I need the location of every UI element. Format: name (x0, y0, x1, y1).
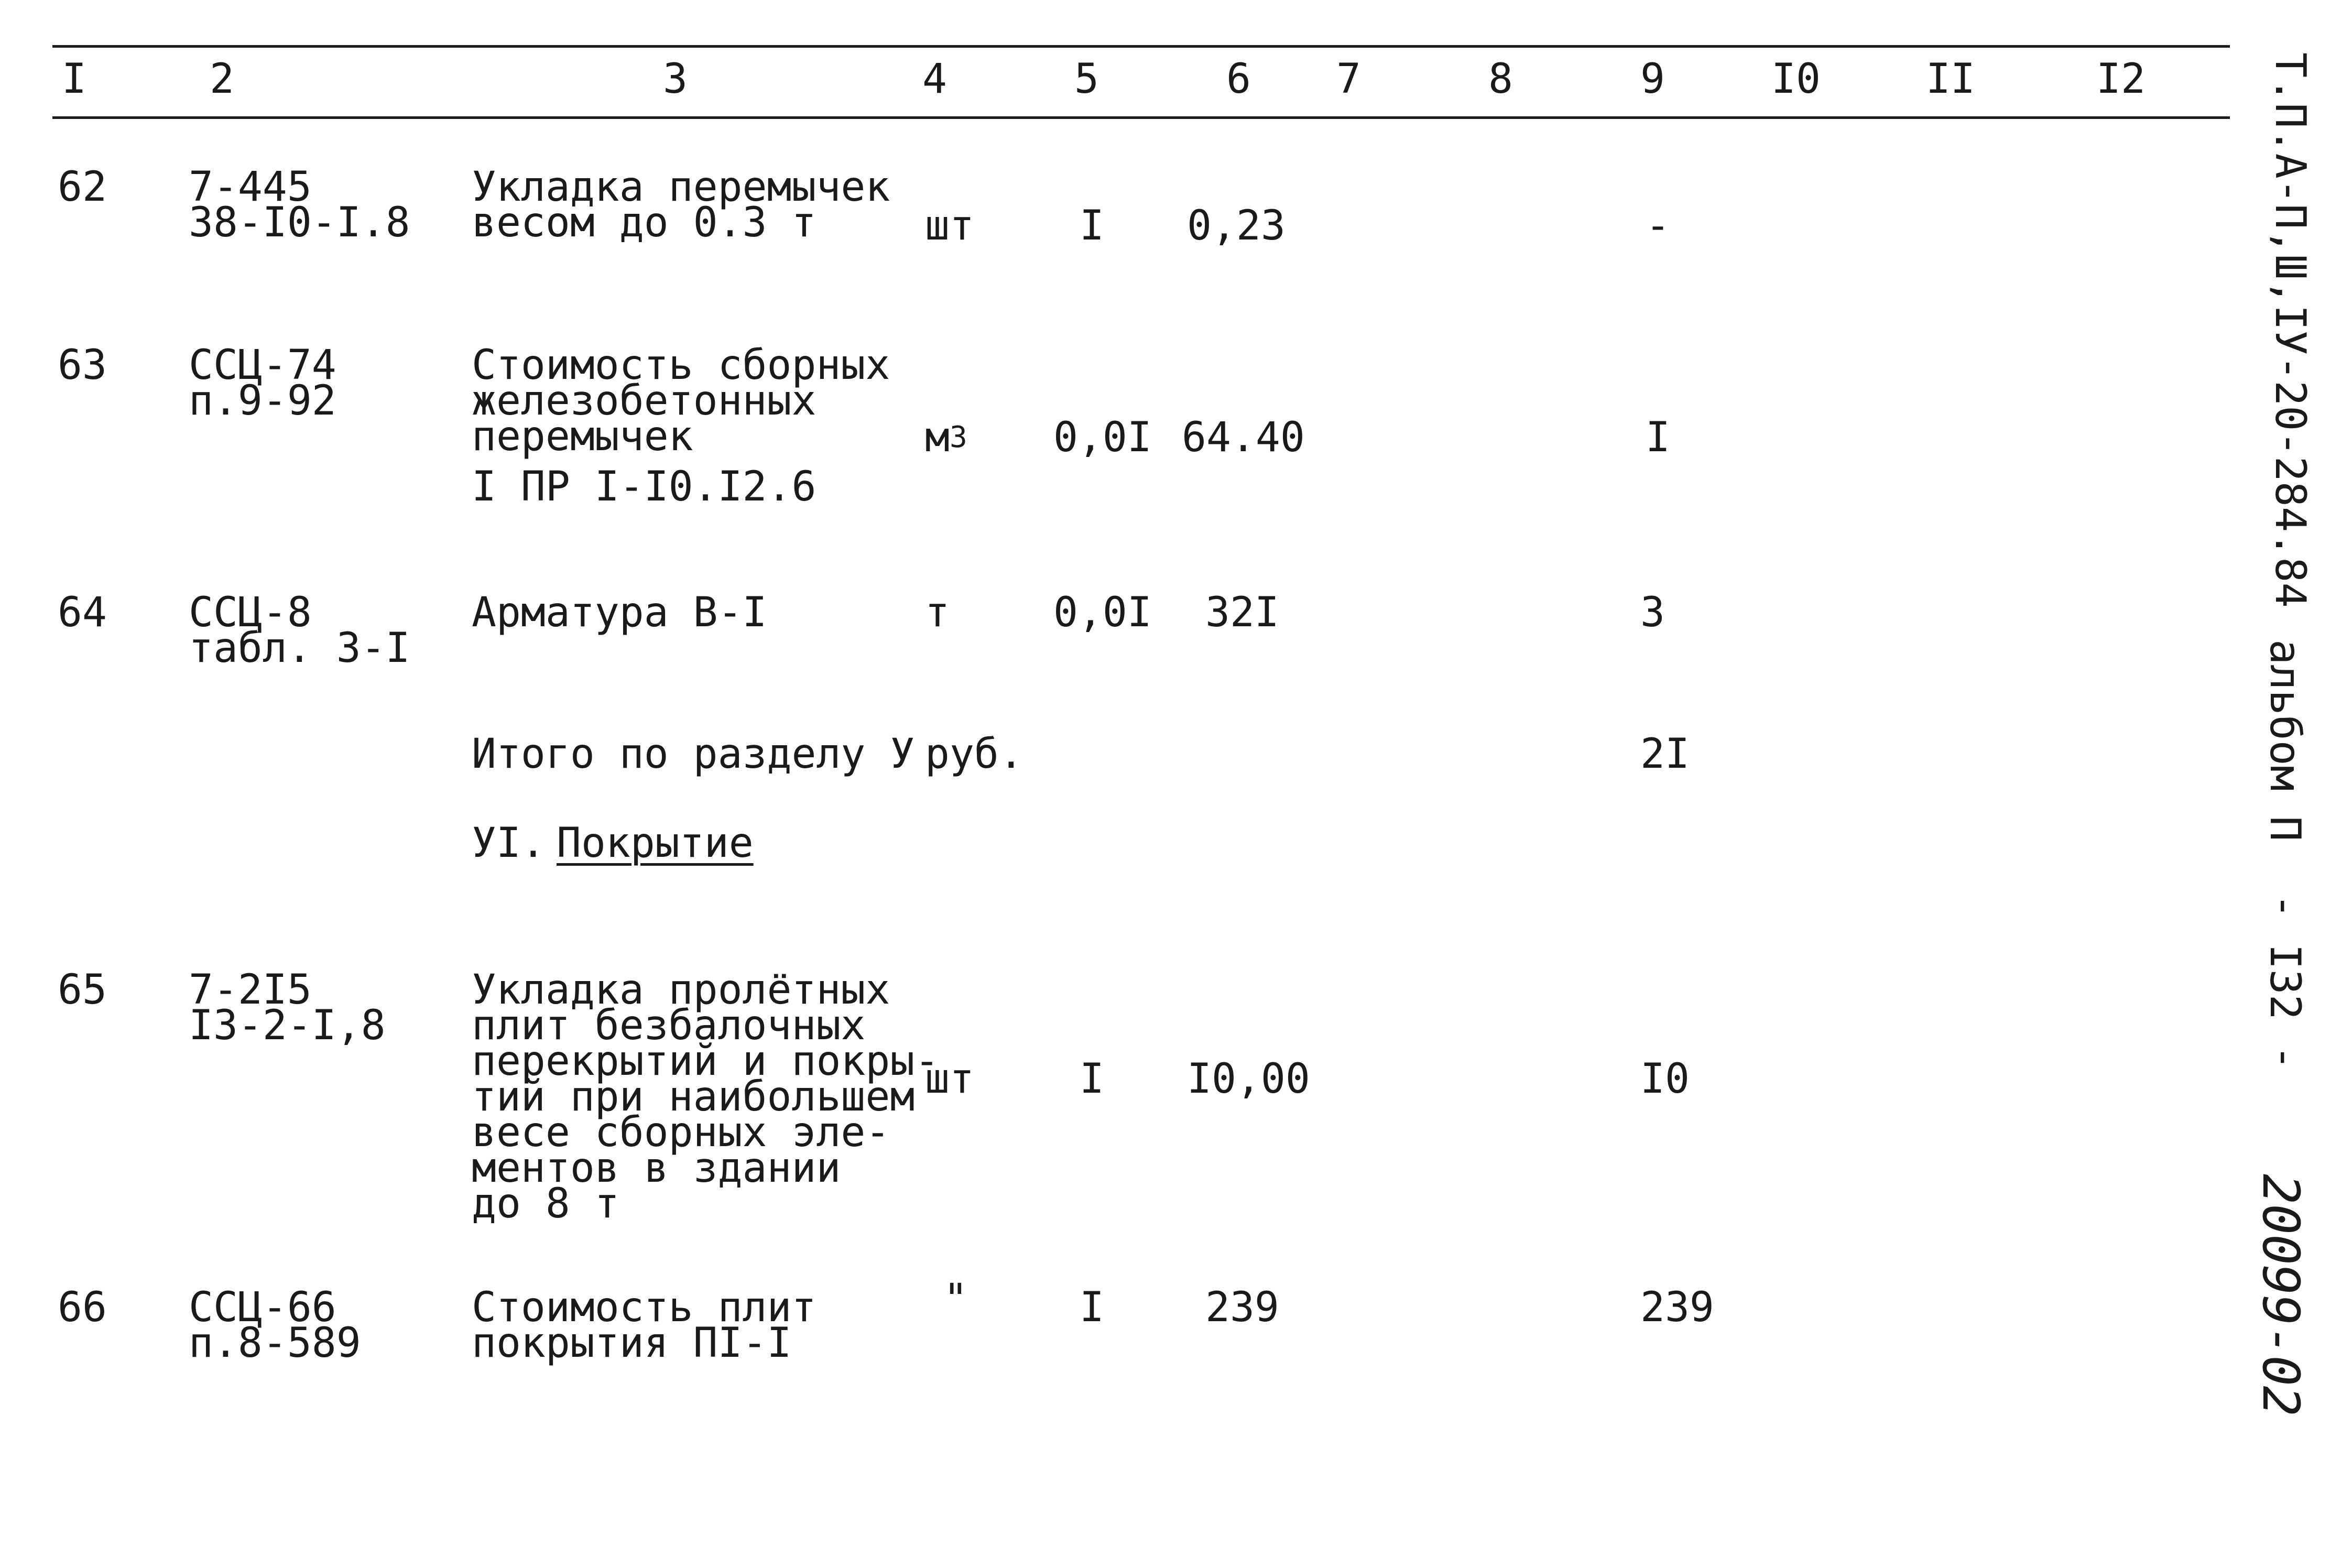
total-cost: I (1646, 414, 1670, 461)
rate-code: п.8-589 (189, 1320, 361, 1367)
total-cost: 239 (1640, 1284, 1714, 1331)
work-name: до 8 т (472, 1180, 619, 1227)
quantity: I (1080, 1055, 1104, 1103)
column-header-9: 9 (1640, 56, 1665, 103)
total-cost: I0 (1640, 1055, 1690, 1103)
work-name: перекрытий и покры- (472, 1038, 940, 1085)
rate-code: 7-2I5 (189, 966, 312, 1014)
work-name: тий при наибольшем (472, 1073, 915, 1120)
column-header-2: 2 (210, 56, 234, 103)
column-header-1: I (62, 56, 86, 103)
rate-code: ССЦ-8 (189, 589, 312, 636)
unit-price: I0,00 (1187, 1055, 1310, 1103)
unit-price: 0,23 (1187, 202, 1286, 249)
project-code: Т.П.А-П,Ш,IУ-20-284.84 (2266, 52, 2315, 608)
row-number: 66 (58, 1284, 107, 1331)
work-name: плит безбалочных (472, 1002, 866, 1049)
row-number: 64 (58, 589, 107, 636)
page-number: - I32 - (2261, 894, 2310, 1071)
column-header-3: 3 (663, 56, 688, 103)
quantity: I (1080, 202, 1104, 249)
section-number: УI. (472, 820, 546, 867)
column-header-7: 7 (1336, 56, 1361, 103)
unit-ditto-mark: " (943, 1276, 968, 1323)
column-header-10: I0 (1771, 56, 1821, 103)
column-header-8: 8 (1488, 56, 1513, 103)
work-name: Стоимость плит (472, 1284, 816, 1331)
work-name: железобетонных (472, 377, 816, 424)
unit-price: 32I (1205, 589, 1279, 636)
work-name: ментов в здании (472, 1145, 841, 1192)
row-number: 62 (58, 164, 107, 211)
column-header-12: I2 (2096, 56, 2146, 103)
row-number: 65 (58, 966, 107, 1014)
quantity: 0,0I (1053, 414, 1152, 461)
total-cost: - (1646, 202, 1670, 249)
work-name-reference: I ПР I-I0.I2.6 (472, 463, 816, 510)
unit: т (925, 589, 950, 636)
quantity: 0,0I (1053, 589, 1152, 636)
subtotal-label: Итого по разделу У (472, 731, 915, 778)
unit: руб. (925, 731, 1023, 778)
column-header-6: 6 (1226, 56, 1251, 103)
total-cost: 3 (1640, 589, 1665, 636)
column-header-11: II (1926, 56, 1975, 103)
section-title: Покрытие (557, 820, 754, 867)
unit: $м^3$ (925, 414, 967, 461)
unit: шт (925, 202, 974, 249)
rate-code: 38-I0-I.8 (189, 199, 410, 246)
unit-price: 64.40 (1182, 414, 1305, 461)
work-name: Укладка перемычек (472, 164, 890, 211)
column-header-4: 4 (922, 56, 947, 103)
rate-code: п.9-92 (189, 377, 336, 424)
work-name: Стоимость сборных (472, 342, 890, 389)
subtotal-value: 2I (1640, 731, 1690, 778)
header-bottom-rule (52, 116, 2230, 119)
unit: шт (925, 1055, 974, 1103)
unit-price: 239 (1205, 1284, 1279, 1331)
work-name: Арматура В-I (472, 589, 767, 636)
rate-code: I3-2-I,8 (189, 1002, 386, 1049)
header-top-rule (52, 45, 2230, 48)
document-number: 20099-02 (2251, 1174, 2310, 1417)
work-name: весом до 0.3 т (472, 199, 816, 246)
rate-code: 7-445 (189, 164, 312, 211)
rate-code: ССЦ-74 (189, 342, 336, 389)
row-number: 63 (58, 342, 107, 389)
rate-code: ССЦ-66 (189, 1284, 336, 1331)
work-name: весе сборных эле- (472, 1109, 890, 1156)
album-label: альбом П (2261, 639, 2310, 842)
work-name: перемычек (472, 413, 693, 460)
quantity: I (1080, 1284, 1104, 1331)
rate-code: табл. 3-I (189, 625, 410, 672)
column-header-5: 5 (1074, 56, 1099, 103)
work-name: Укладка пролётных (472, 966, 890, 1014)
work-name: покрытия ПI-I (472, 1320, 792, 1367)
